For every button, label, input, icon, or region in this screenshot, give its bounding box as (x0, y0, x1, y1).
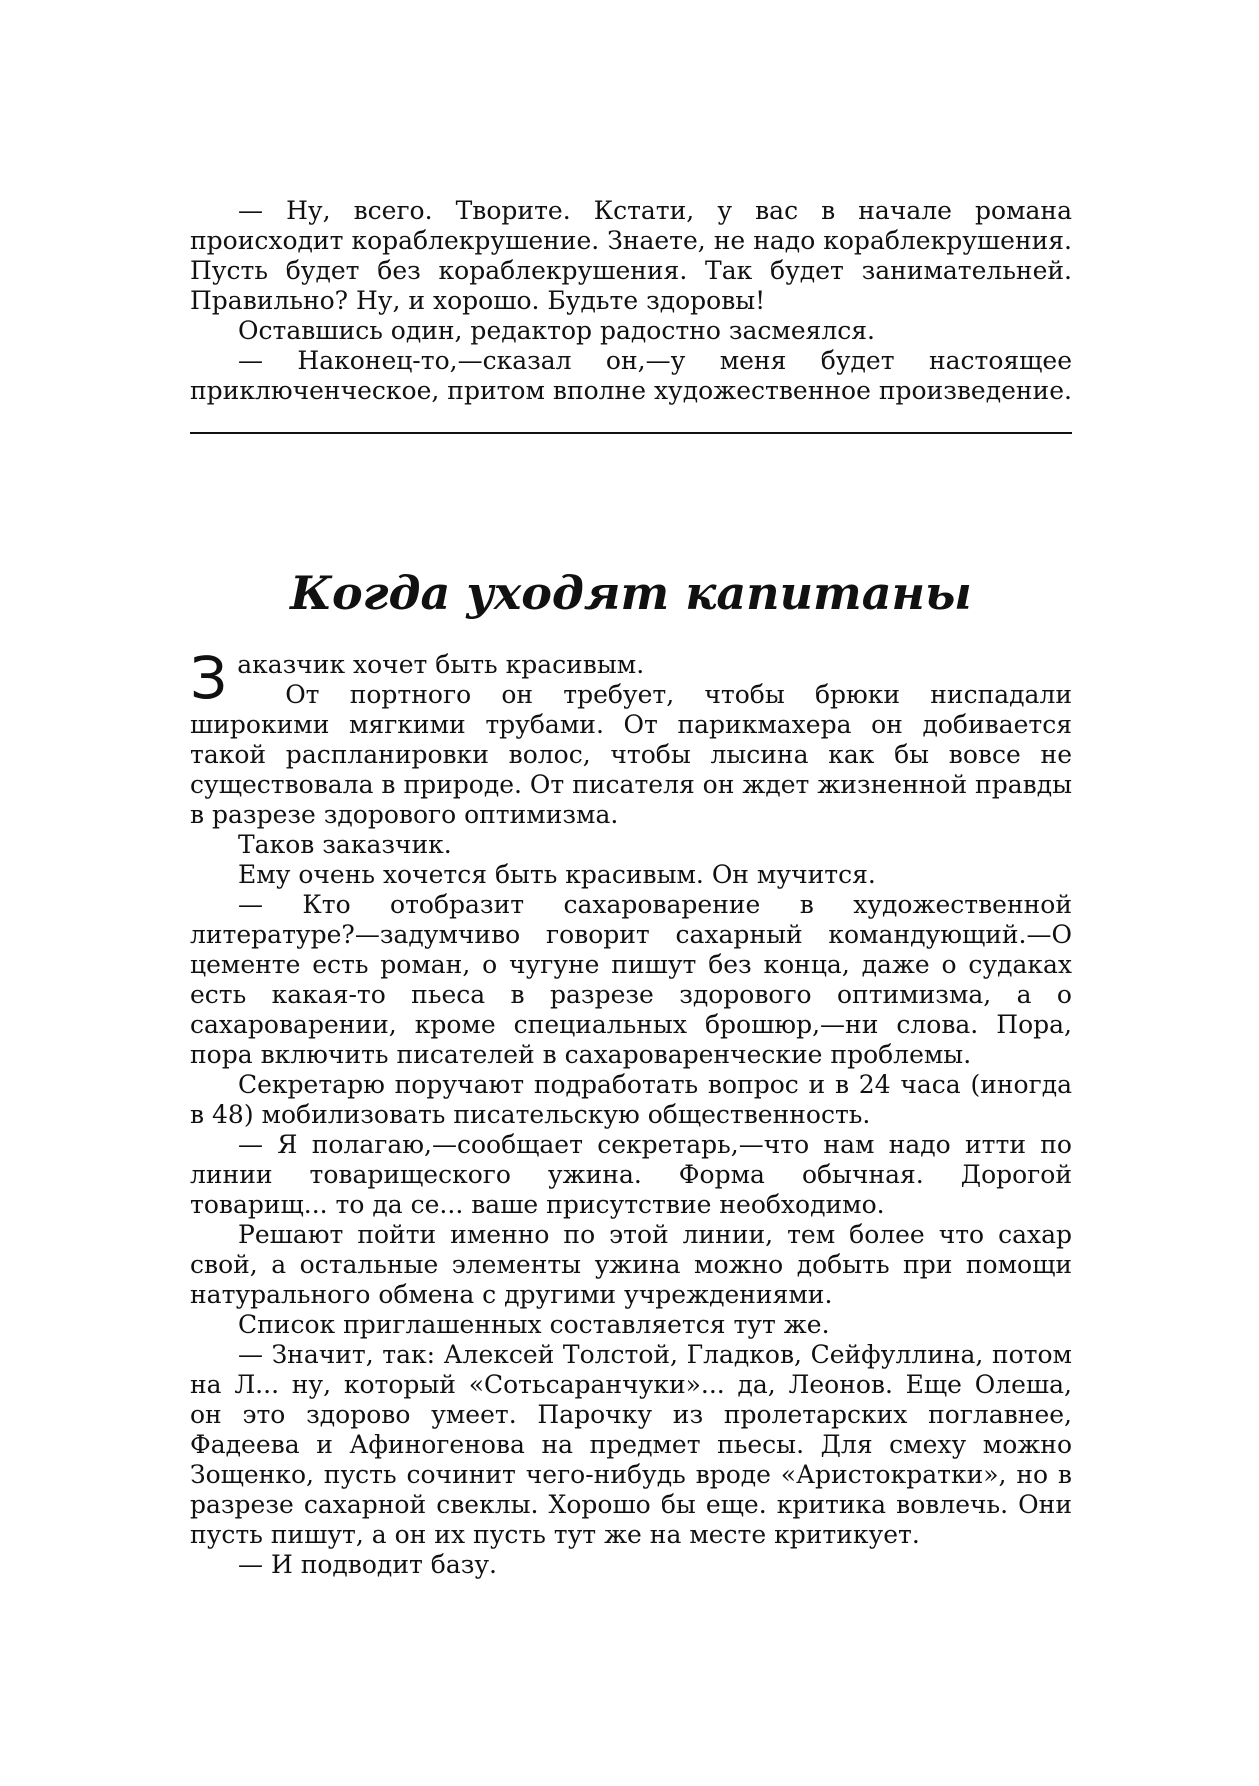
paragraph: Таков заказчик. (238, 830, 452, 859)
paragraph: — Значит, так: Алексей Толстой, Гладков, Сейфуллина, потом на Л... ну, который «Сотьсаранчуки»... да, Леонов. Еще Олеша, он это здорово умеет. Парочку из пролетарских поглавнее, Фадеева и Афиногенова на предмет пьесы. Для смеху можно Зощенко, пусть сочинит чего-нибудь вроде «Аристократки», но в разрезе сахарной свеклы. Хорошо бы еще. критика вовлечь. Они пусть пишут, а он их пусть тут же на месте критикует. (190, 1340, 1072, 1549)
paragraph: — Я полагаю,—сообщает секретарь,—что нам надо итти по линии товарищеского ужина. Форма обычная. Дорогой товарищ... то да се... ваше присутствие необходимо. (190, 1130, 1072, 1219)
paragraph: Решают пойти именно по этой линии, тем более что сахар свой, а остальные элементы ужина можно добыть при помощи натурального обмена с другими учреждениями. (190, 1220, 1072, 1309)
paragraph: Ему очень хочется быть красивым. Он мучится. (238, 860, 876, 889)
paragraph: — И подводит базу. (238, 1550, 498, 1579)
paragraph: — Кто отобразит сахароварение в художественной литературе?—задумчиво говорит сахарный командующий.—О цементе есть роман, о чугуне пишут без конца, даже о судаках есть какая-то пьеса в разрезе здорового оптимизма, а о сахароварении, кроме специальных брошюр,—ни слова. Пора, пора включить писателей в сахароваренческие проблемы. (190, 890, 1072, 1069)
previous-story-ending (190, 196, 1072, 406)
story-title: Когда уходят капитаны (290, 566, 972, 620)
drop-cap: З (190, 644, 228, 712)
story-body (190, 644, 1072, 1580)
paragraph: — Ну, всего. Творите. Кстати, у вас в начале романа происходит кораблекрушение. Знаете, не надо кораблекрушения. Пусть будет без кораблекрушения. Так будет занимательней. Правильно? Ну, и хорошо. Будьте здоровы! (190, 196, 1072, 315)
paragraph: Оставшись один, редактор радостно засмеялся. (238, 316, 875, 345)
paragraph: — Наконец-то,—сказал он,—у меня будет настоящее приключенческое, притом вполне художественное произведение. (190, 346, 1072, 405)
opening-line-text: аказчик хочет быть красивым. (237, 650, 645, 679)
paragraph: Секретарю поручают подработать вопрос и в 24 часа (иногда в 48) мобилизовать писательскую общественность. (190, 1070, 1072, 1129)
paragraph: Список приглашенных составляется тут же. (238, 1310, 830, 1339)
opening-line (190, 644, 1072, 712)
paragraph: От портного он требует, чтобы брюки ниспадали широкими мягкими трубами. От парикмахера он добивается такой распланировки волос, чтобы лысина как бы вовсе не существовала в природе. От писателя он ждет жизненной правды в разрезе здорового оптимизма. (190, 680, 1072, 829)
section-divider (190, 432, 1072, 434)
